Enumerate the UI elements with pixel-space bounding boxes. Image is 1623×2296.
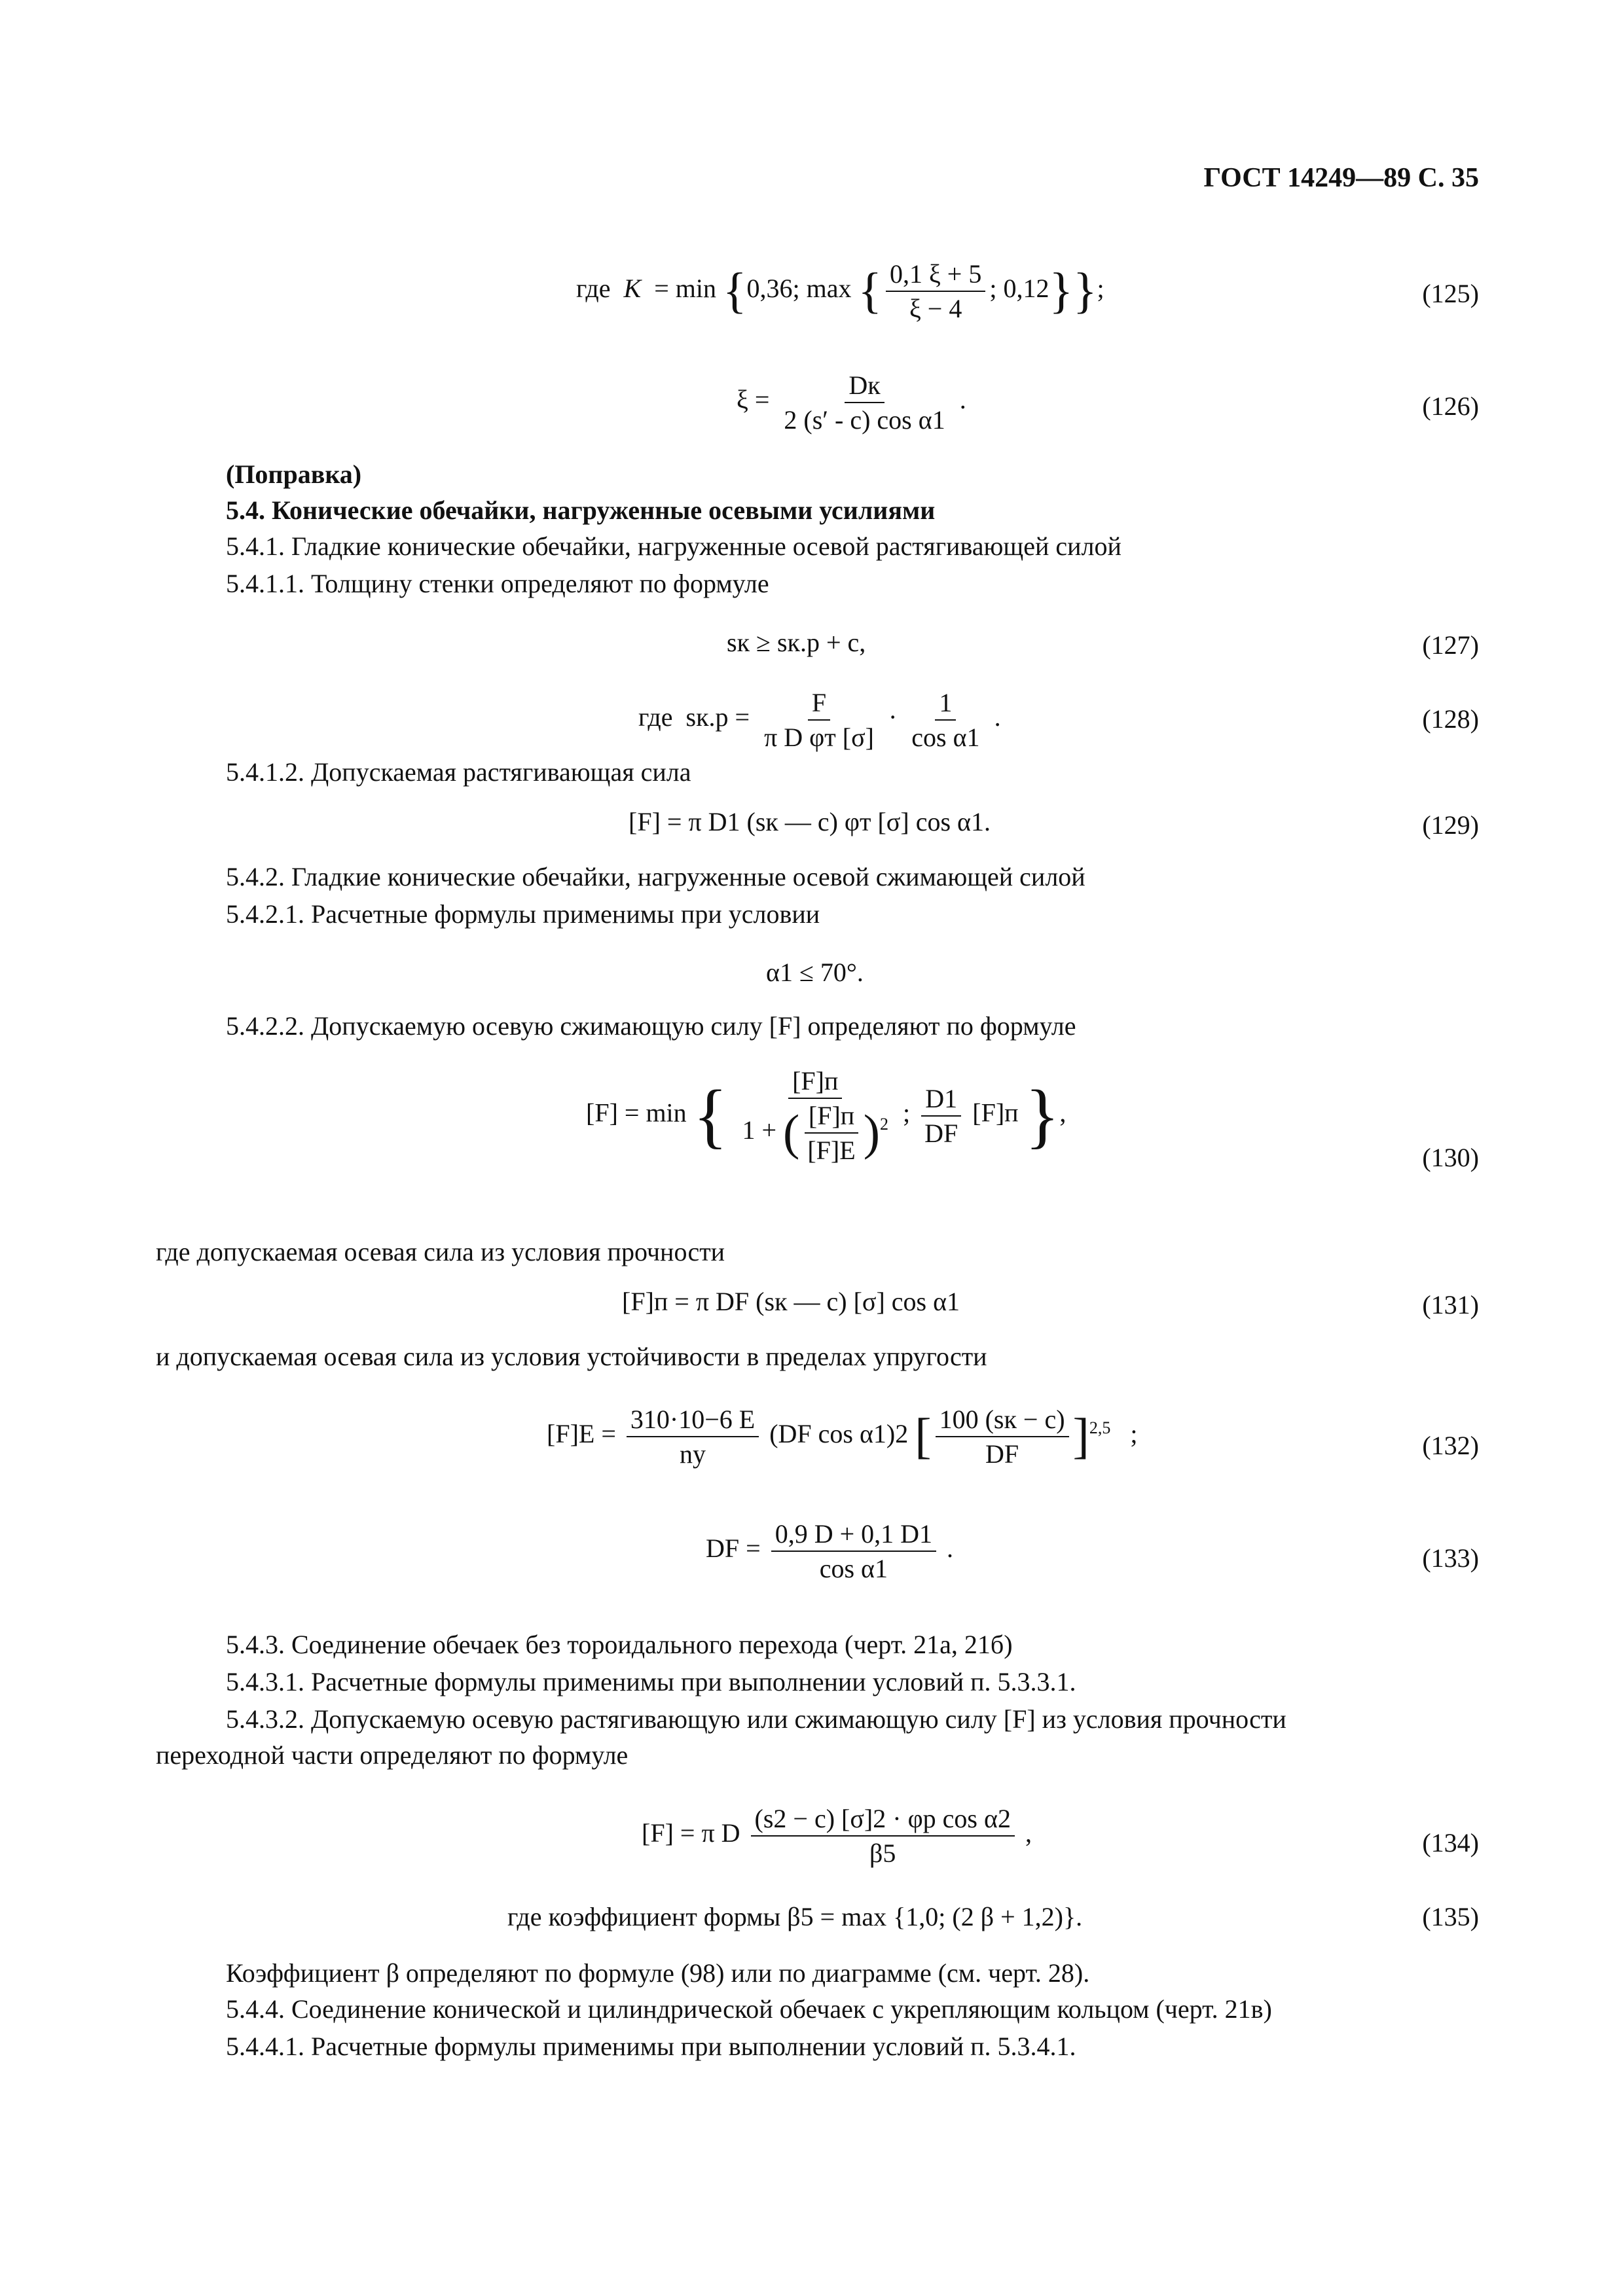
frac-den: [F]E	[807, 1136, 856, 1165]
eq-end: ,	[1025, 1818, 1032, 1848]
eq-term: 0,36; max	[746, 274, 852, 304]
frac-num: [F]п	[788, 1066, 842, 1099]
equation-126	[737, 370, 966, 435]
equation-number-131: (131)	[1422, 1290, 1479, 1319]
brace-close: }}	[1049, 263, 1097, 319]
section-heading-5-4: 5.4. Конические обечайки, нагруженные осевыми усилиями	[226, 495, 936, 525]
fraction	[780, 370, 949, 435]
equation-128	[638, 687, 1001, 753]
eq-end: .	[994, 702, 1001, 732]
frac-den: π D φт [σ]	[764, 723, 874, 752]
para-5-4-1-2: 5.4.1.2. Допускаемая растягивающая сила	[226, 757, 691, 787]
equation-number-135: (135)	[1422, 1902, 1479, 1931]
equation-125	[576, 259, 1104, 324]
bracket-open: [	[915, 1408, 932, 1464]
eq-lhs: ξ =	[737, 385, 770, 415]
eq-end: .	[959, 385, 966, 415]
equation-133	[706, 1518, 953, 1584]
fraction	[760, 687, 878, 753]
fraction	[627, 1404, 759, 1469]
frac-den: ξ − 4	[909, 294, 962, 323]
para-5-4-2-2: 5.4.2.2. Допускаемую осевую сжимающую силу [F] определяют по формуле	[226, 1011, 1076, 1041]
para-5-4-3-2-cont: переходной части определяют по формуле	[156, 1740, 629, 1770]
frac-den: 2 (s′ - c) cos α1	[784, 405, 945, 435]
eq-op: ·	[888, 702, 898, 732]
equation-number-126: (126)	[1422, 391, 1479, 421]
fraction	[751, 1803, 1015, 1869]
equation-130	[586, 1066, 1066, 1166]
eq-label: где	[576, 274, 611, 304]
frac-den: cos α1	[911, 723, 980, 752]
fraction	[907, 687, 983, 753]
eq-end: ;	[1130, 1419, 1138, 1449]
exponent: 2	[880, 1114, 888, 1134]
para-beta: Коэффициент β определяют по формуле (98) или по диаграмме (см. черт. 28).	[226, 1958, 1090, 1988]
para-stability: и допускаемая осевая сила из условия устойчивости в пределах упругости	[156, 1342, 987, 1371]
eq-lhs: DF =	[706, 1534, 761, 1564]
exponent: 2,5	[1089, 1418, 1111, 1437]
condition-alpha: α1 ≤ 70°.	[766, 958, 864, 987]
frac-den: DF	[924, 1118, 958, 1148]
para-5-4-2-1: 5.4.2.1. Расчетные формулы применимы при условии	[226, 899, 820, 929]
equation-127: sк ≥ sк.р + c,	[727, 628, 866, 657]
eq-lhs: sк.р =	[685, 702, 750, 732]
frac-den: DF	[985, 1439, 1019, 1469]
frac-num: 310·10−6 E	[627, 1404, 759, 1437]
equation-number-127: (127)	[1422, 630, 1479, 660]
bracket-close: ]	[1072, 1408, 1089, 1464]
para-5-4-3-2: 5.4.3.2. Допускаемую осевую растягивающую или сжимающую силу [F] из условия прочности	[226, 1704, 1286, 1734]
fraction	[771, 1518, 936, 1584]
frac-den: β5	[869, 1839, 896, 1868]
equation-132	[547, 1404, 1137, 1469]
equation-number-129: (129)	[1422, 810, 1479, 840]
brace-open: {	[723, 263, 747, 319]
inner-fraction	[803, 1100, 859, 1166]
para-5-4-1: 5.4.1. Гладкие конические обечайки, нагруженные осевой растягивающей силой	[226, 531, 1122, 561]
frac-num: 1	[935, 687, 956, 721]
correction-note: (Поправка)	[226, 459, 362, 489]
eq-end: ,	[1059, 1098, 1067, 1128]
eq-lhs: [F]E =	[547, 1419, 616, 1449]
frac-num: (s2 − c) [σ]2 · φр cos α2	[751, 1803, 1015, 1837]
equation-number-128: (128)	[1422, 704, 1479, 734]
equation-number-133: (133)	[1422, 1543, 1479, 1573]
page-header: ГОСТ 14249—89 С. 35	[1203, 163, 1479, 193]
para-5-4-3: 5.4.3. Соединение обечаек без тороидального перехода (черт. 21а, 21б)	[226, 1630, 1013, 1659]
eq-end: .	[947, 1534, 954, 1564]
fraction	[738, 1066, 892, 1166]
eq-var: K	[623, 274, 642, 304]
fraction	[921, 1083, 962, 1149]
paren-close: )	[863, 1105, 880, 1160]
equation-134	[642, 1803, 1032, 1869]
frac-den	[738, 1099, 892, 1166]
paren-open: (	[783, 1105, 800, 1160]
eq-term: ; 0,12	[989, 274, 1049, 304]
equation-135: где коэффициент формы β5 = max {1,0; (2 β + 1,2)}.	[507, 1902, 1083, 1931]
fraction	[936, 1404, 1069, 1469]
brace-open: {	[693, 1075, 728, 1155]
frac-den: cos α1	[819, 1554, 888, 1583]
equation-129: [F] = π D1 (sк — c) φт [σ] cos α1.	[629, 807, 991, 836]
equation-number-125: (125)	[1422, 279, 1479, 308]
frac-num: 100 (sк − c)	[936, 1404, 1069, 1437]
eq-op: ;	[903, 1098, 911, 1128]
brace-close: }	[1025, 1075, 1060, 1155]
equation-number-132: (132)	[1422, 1431, 1479, 1460]
eq-term: (DF cos α1)2	[769, 1419, 909, 1449]
eq-lhs: [F] = π D	[642, 1818, 740, 1848]
eq-term: [F]п	[972, 1098, 1019, 1128]
brace-open-inner: {	[858, 263, 882, 319]
para-strength: где допускаемая осевая сила из условия прочности	[156, 1237, 725, 1266]
para-5-4-4: 5.4.4. Соединение конической и цилиндрической обечаек с укрепляющим кольцом (черт. 21в)	[226, 1994, 1272, 2024]
equation-number-130: (130)	[1422, 1143, 1479, 1172]
eq-label: где	[638, 702, 673, 732]
fraction	[886, 259, 985, 324]
eq-term: 1 +	[742, 1115, 777, 1145]
equation-number-134: (134)	[1422, 1828, 1479, 1857]
frac-num: Dк	[845, 370, 884, 403]
para-5-4-2: 5.4.2. Гладкие конические обечайки, нагруженные осевой сжимающей силой	[226, 862, 1085, 891]
eq-min: = min	[654, 274, 717, 304]
equation-131: [F]п = π DF (sк — c) [σ] cos α1	[622, 1287, 960, 1316]
eq-lhs: [F] = min	[586, 1098, 687, 1128]
para-5-4-4-1: 5.4.4.1. Расчетные формулы применимы при выполнении условий п. 5.3.4.1.	[226, 2032, 1076, 2061]
eq-end: ;	[1097, 274, 1104, 304]
para-5-4-1-1: 5.4.1.1. Толщину стенки определяют по формуле	[226, 569, 769, 598]
frac-num: D1	[921, 1083, 961, 1117]
frac-num: 0,9 D + 0,1 D1	[771, 1518, 936, 1552]
frac-num: F	[808, 687, 830, 721]
frac-den: nу	[680, 1439, 706, 1469]
frac-num: [F]п	[805, 1100, 858, 1134]
frac-num: 0,1 ξ + 5	[886, 259, 985, 292]
para-5-4-3-1: 5.4.3.1. Расчетные формулы применимы при выполнении условий п. 5.3.3.1.	[226, 1667, 1076, 1696]
